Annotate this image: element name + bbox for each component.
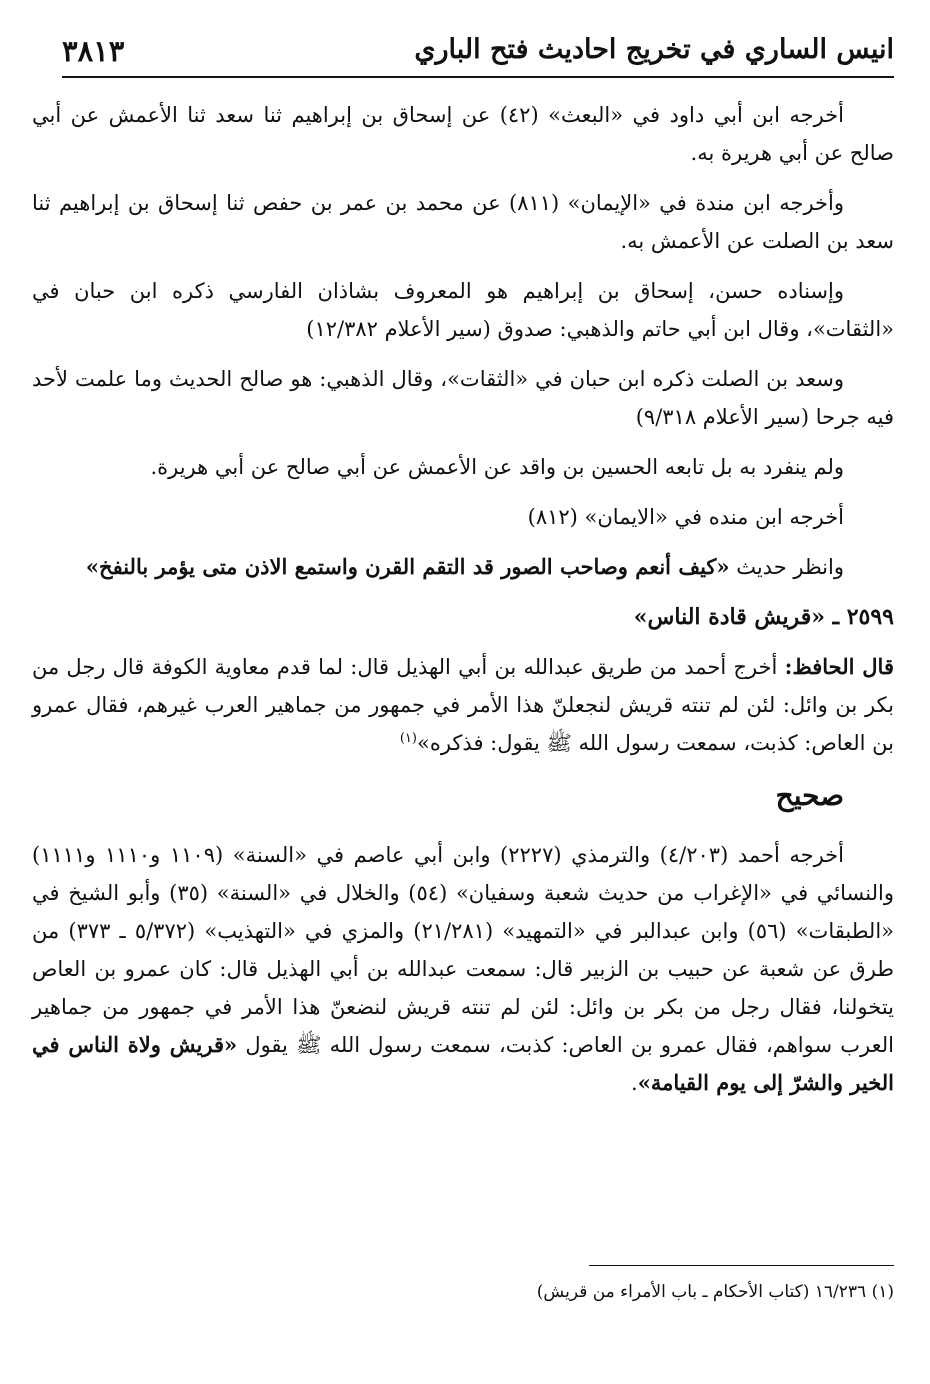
hafiz-label: قال الحافظ: [784,654,894,679]
paragraph: أخرجه ابن أبي داود في «البعث» (٤٢) عن إسحاق بن إبراهيم ثنا سعد ثنا الأعمش عن أبي صالح عن أبي هريرة به. [32,103,894,165]
footnote-divider [589,1265,894,1266]
running-title: انيس الساري في تخريج احاديث فتح الباري [414,34,894,65]
paragraph: وأخرجه ابن مندة في «الإيمان» (٨١١) عن محمد بن عمر بن حفص ثنا إسحاق بن إبراهيم ثنا سعد بن الصلت عن الأعمش به. [32,191,894,253]
page-body [32,96,894,1114]
paragraph: وإسناده حسن، إسحاق بن إبراهيم هو المعروف بشاذان الفارسي ذكره ابن حبان في «الثقات»، وقال ابن أبي حاتم والذهبي: صدوق (سير الأعلام ١٢/٣٨٢) [32,279,894,341]
page-header [62,28,894,78]
footnote: (١) ١٦/٢٣٦ (كتاب الأحكام ـ باب الأمراء من قريش) [536,1282,894,1302]
see-also-prefix: وانظر حديث [729,555,844,579]
paragraph: أخرجه ابن منده في «الايمان» (٨١٢) [527,505,844,529]
see-also-paragraph [32,548,894,586]
grade-label: صحيح [775,779,844,812]
hadith-heading: ٢٥٩٩ ـ «قريش قادة الناس» [633,604,894,630]
paragraph: ولم ينفرد به بل تابعه الحسين بن واقد عن الأعمش عن أبي صالح عن أبي هريرة. [150,455,844,479]
see-also-hadith: «كيف أنعم وصاحب الصور قد التقم القرن واستمع الاذن متى يؤمر بالنفخ» [85,554,730,579]
takhrij-paragraph [32,836,894,1102]
hafiz-paragraph [32,648,894,762]
paragraph: وسعد بن الصلت ذكره ابن حبان في «الثقات»، وقال الذهبي: هو صالح الحديث وما علمت لأحد فيه جرحا (سير الأعلام ٩/٣١٨) [32,367,894,429]
footnote-ref: (١) [399,731,417,746]
takhrij-quote: «قريش ولاة الناس في الخير والشرّ إلى يوم القيامة» [32,1032,894,1095]
takhrij-text: أخرجه أحمد (٤/٢٠٣) والترمذي (٢٢٢٧) وابن أبي عاصم في «السنة» (١١٠٩ و١١١٠ و١١١١) والنسائي في «الإغراب من حديث شعبة وسفيان» (٥٤) والخلال في «السنة» (٣٥) وأبو الشيخ في «الطبقات» (٥٦) وابن عبدالبر في «التمهيد» (٢١/٢٨١) والمزي في «التهذيب» (٥/٣٧٢ ـ ٣٧٣) من طرق عن شعبة عن حبيب بن الزبير قال: سمعت عبدالله بن أبي الهذيل قال: كان عمرو بن العاص يتخولنا، فقال رجل من بكر بن وائل: لئن لم تنته قريش لنضعنّ هذا الأمر في جمهور من جماهير العرب سواهم، فقال عمرو بن العاص: كذبت، سمعت رسول الله ﷺ يقول [32,843,894,1057]
page-number: ٣٨١٣ [62,34,125,68]
takhrij-end: . [631,1071,638,1095]
hafiz-text: أخرج أحمد من طريق عبدالله بن أبي الهذيل قال: لما قدم معاوية الكوفة قال رجل من بكر بن وائل: لئن لم تنته قريش لنجعلنّ هذا الأمر في جمهور من جماهير العرب غيرهم، فقال عمرو بن العاص: كذبت، سمعت رسول الله ﷺ يقول: فذكره» [32,655,894,755]
